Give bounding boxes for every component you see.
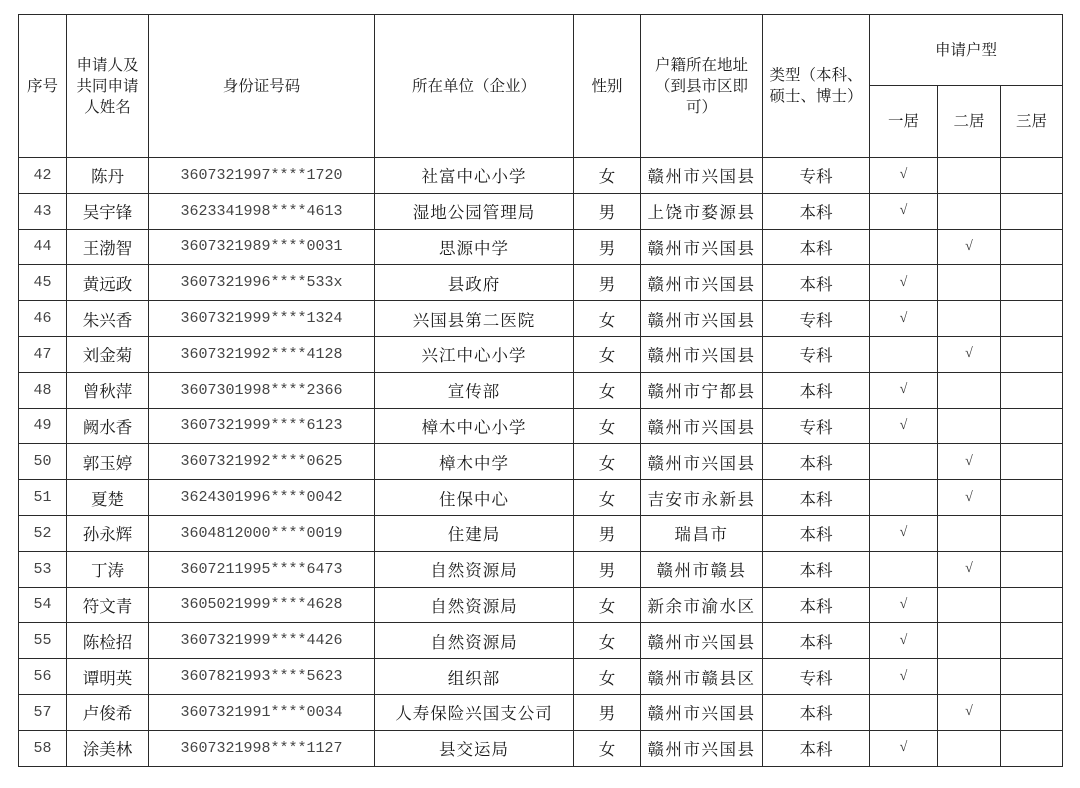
row-index: 52 xyxy=(19,515,67,551)
applicant-name: 吴宇锋 xyxy=(67,193,149,229)
education-type: 本科 xyxy=(763,551,870,587)
row-index: 44 xyxy=(19,229,67,265)
three-bedroom-mark xyxy=(1001,265,1063,301)
gender: 女 xyxy=(574,730,641,766)
two-bedroom-mark xyxy=(938,158,1001,194)
two-bedroom-mark: √ xyxy=(938,551,1001,587)
three-bedroom-mark xyxy=(1001,587,1063,623)
header-degree-line: 类型（本科、 xyxy=(769,67,863,84)
header-work-unit xyxy=(375,15,574,158)
one-bedroom-mark xyxy=(870,551,938,587)
row-index: 47 xyxy=(19,336,67,372)
row-index: 43 xyxy=(19,193,67,229)
applicant-name: 夏楚 xyxy=(67,480,149,516)
two-bedroom-mark: √ xyxy=(938,480,1001,516)
work-unit: 住建局 xyxy=(375,515,574,551)
work-unit: 樟木中心小学 xyxy=(375,408,574,444)
id-number: 3607321989****0031 xyxy=(149,229,375,265)
work-unit: 湿地公园管理局 xyxy=(375,193,574,229)
education-type: 专科 xyxy=(763,659,870,695)
applicant-name: 符文青 xyxy=(67,587,149,623)
work-unit: 县交运局 xyxy=(375,730,574,766)
gender: 女 xyxy=(574,480,641,516)
three-bedroom-mark xyxy=(1001,444,1063,480)
row-index: 51 xyxy=(19,480,67,516)
three-bedroom-mark xyxy=(1001,158,1063,194)
table-row xyxy=(19,623,1063,659)
household-address: 瑞昌市 xyxy=(641,515,763,551)
household-address: 赣州市兴国县 xyxy=(641,301,763,337)
id-number: 3607321997****1720 xyxy=(149,158,375,194)
gender: 男 xyxy=(574,193,641,229)
three-bedroom-mark xyxy=(1001,694,1063,730)
three-bedroom-mark xyxy=(1001,480,1063,516)
id-number: 3607321998****1127 xyxy=(149,730,375,766)
gender: 女 xyxy=(574,659,641,695)
one-bedroom-mark xyxy=(870,694,938,730)
education-type: 本科 xyxy=(763,193,870,229)
header-hukou-line: （到县市区即 xyxy=(654,77,748,95)
row-index: 55 xyxy=(19,623,67,659)
header-two-bedroom: 二居 xyxy=(938,86,1001,158)
row-index: 48 xyxy=(19,372,67,408)
row-index: 54 xyxy=(19,587,67,623)
two-bedroom-mark xyxy=(938,587,1001,623)
gender: 女 xyxy=(574,301,641,337)
gender: 男 xyxy=(574,229,641,265)
three-bedroom-mark xyxy=(1001,659,1063,695)
education-type: 专科 xyxy=(763,158,870,194)
row-index: 45 xyxy=(19,265,67,301)
id-number: 3604812000****0019 xyxy=(149,515,375,551)
id-number: 3607321999****1324 xyxy=(149,301,375,337)
header-household-address xyxy=(641,15,763,158)
header-work-unit-label: 所在单位（企业） xyxy=(411,77,536,95)
gender: 女 xyxy=(574,587,641,623)
three-bedroom-mark xyxy=(1001,193,1063,229)
table-row xyxy=(19,408,1063,444)
table-row xyxy=(19,480,1063,516)
household-address: 赣州市宁都县 xyxy=(641,372,763,408)
applicant-name: 谭明英 xyxy=(67,659,149,695)
gender: 女 xyxy=(574,158,641,194)
household-address: 赣州市兴国县 xyxy=(641,623,763,659)
table-row xyxy=(19,659,1063,695)
applicant-table xyxy=(18,14,1063,767)
work-unit: 人寿保险兴国支公司 xyxy=(375,694,574,730)
one-bedroom-mark: √ xyxy=(870,623,938,659)
header-room-type: 申请户型 xyxy=(870,15,1063,86)
three-bedroom-mark xyxy=(1001,336,1063,372)
three-bedroom-mark xyxy=(1001,730,1063,766)
applicant-name: 黄远政 xyxy=(67,265,149,301)
id-number: 3607321999****6123 xyxy=(149,408,375,444)
table-body xyxy=(19,158,1063,767)
table-row xyxy=(19,730,1063,766)
one-bedroom-mark xyxy=(870,229,938,265)
table-row xyxy=(19,694,1063,730)
two-bedroom-mark xyxy=(938,515,1001,551)
id-number: 3607321992****4128 xyxy=(149,336,375,372)
household-address: 赣州市兴国县 xyxy=(641,158,763,194)
two-bedroom-mark: √ xyxy=(938,229,1001,265)
applicant-name: 卢俊希 xyxy=(67,694,149,730)
table-row xyxy=(19,444,1063,480)
row-index: 56 xyxy=(19,659,67,695)
work-unit: 兴国县第二医院 xyxy=(375,301,574,337)
gender: 男 xyxy=(574,551,641,587)
applicant-name: 曾秋萍 xyxy=(67,372,149,408)
id-number: 3607321999****4426 xyxy=(149,623,375,659)
education-type: 本科 xyxy=(763,623,870,659)
one-bedroom-mark: √ xyxy=(870,730,938,766)
one-bedroom-mark: √ xyxy=(870,158,938,194)
three-bedroom-mark xyxy=(1001,229,1063,265)
household-address: 新余市渝水区 xyxy=(641,587,763,623)
applicant-name: 陈丹 xyxy=(67,158,149,194)
household-address: 赣州市赣县 xyxy=(641,551,763,587)
one-bedroom-mark xyxy=(870,336,938,372)
id-number: 3607321992****0625 xyxy=(149,444,375,480)
table-row xyxy=(19,551,1063,587)
row-index: 58 xyxy=(19,730,67,766)
one-bedroom-mark xyxy=(870,444,938,480)
household-address: 上饶市婺源县 xyxy=(641,193,763,229)
household-address: 赣州市兴国县 xyxy=(641,694,763,730)
household-address: 吉安市永新县 xyxy=(641,480,763,516)
two-bedroom-mark xyxy=(938,301,1001,337)
header-name-line: 人姓名 xyxy=(84,98,131,116)
id-number: 3607301998****2366 xyxy=(149,372,375,408)
work-unit: 自然资源局 xyxy=(375,587,574,623)
education-type: 专科 xyxy=(763,408,870,444)
education-type: 本科 xyxy=(763,730,870,766)
one-bedroom-mark xyxy=(870,480,938,516)
education-type: 本科 xyxy=(763,265,870,301)
work-unit: 社富中心小学 xyxy=(375,158,574,194)
three-bedroom-mark xyxy=(1001,301,1063,337)
table-row xyxy=(19,515,1063,551)
one-bedroom-mark: √ xyxy=(870,193,938,229)
gender: 女 xyxy=(574,372,641,408)
three-bedroom-mark xyxy=(1001,515,1063,551)
header-index xyxy=(19,15,67,158)
education-type: 专科 xyxy=(763,301,870,337)
id-number: 3607321991****0034 xyxy=(149,694,375,730)
header-education-type xyxy=(763,15,870,158)
two-bedroom-mark xyxy=(938,730,1001,766)
row-index: 50 xyxy=(19,444,67,480)
table-row xyxy=(19,336,1063,372)
applicant-name: 王渤智 xyxy=(67,229,149,265)
one-bedroom-mark: √ xyxy=(870,265,938,301)
two-bedroom-mark xyxy=(938,659,1001,695)
header-gender xyxy=(574,15,641,158)
gender: 男 xyxy=(574,694,641,730)
one-bedroom-mark: √ xyxy=(870,372,938,408)
header-row xyxy=(19,15,1063,86)
work-unit: 组织部 xyxy=(375,659,574,695)
gender: 男 xyxy=(574,515,641,551)
household-address: 赣州市赣县区 xyxy=(641,659,763,695)
table-row xyxy=(19,193,1063,229)
education-type: 本科 xyxy=(763,694,870,730)
two-bedroom-mark xyxy=(938,408,1001,444)
header-id-number xyxy=(149,15,375,158)
header-one-bedroom: 一居 xyxy=(870,86,938,158)
one-bedroom-mark: √ xyxy=(870,301,938,337)
header-three-bedroom: 三居 xyxy=(1001,86,1063,158)
gender: 女 xyxy=(574,444,641,480)
table-row xyxy=(19,229,1063,265)
gender: 女 xyxy=(574,336,641,372)
row-index: 57 xyxy=(19,694,67,730)
header-id-number-label: 身份证号码 xyxy=(222,77,301,95)
work-unit: 县政府 xyxy=(375,265,574,301)
table-row xyxy=(19,301,1063,337)
household-address: 赣州市兴国县 xyxy=(641,336,763,372)
two-bedroom-mark xyxy=(938,623,1001,659)
one-bedroom-mark: √ xyxy=(870,408,938,444)
two-bedroom-mark xyxy=(938,265,1001,301)
household-address: 赣州市兴国县 xyxy=(641,265,763,301)
household-address: 赣州市兴国县 xyxy=(641,444,763,480)
table-row xyxy=(19,587,1063,623)
education-type: 本科 xyxy=(763,372,870,408)
header-applicant-name xyxy=(67,15,149,158)
gender: 女 xyxy=(574,623,641,659)
two-bedroom-mark: √ xyxy=(938,444,1001,480)
table-row xyxy=(19,265,1063,301)
education-type: 本科 xyxy=(763,480,870,516)
two-bedroom-mark: √ xyxy=(938,336,1001,372)
applicant-name: 刘金菊 xyxy=(67,336,149,372)
work-unit: 樟木中学 xyxy=(375,444,574,480)
work-unit: 宣传部 xyxy=(375,372,574,408)
table-row xyxy=(19,372,1063,408)
header-name-line: 共同申请 xyxy=(76,77,139,95)
one-bedroom-mark: √ xyxy=(870,587,938,623)
header-hukou-line: 可） xyxy=(685,98,717,116)
one-bedroom-mark: √ xyxy=(870,515,938,551)
header-name-line: 申请人及 xyxy=(76,56,139,74)
two-bedroom-mark xyxy=(938,193,1001,229)
id-number: 3607321996****533x xyxy=(149,265,375,301)
education-type: 本科 xyxy=(763,515,870,551)
one-bedroom-mark: √ xyxy=(870,659,938,695)
two-bedroom-mark xyxy=(938,372,1001,408)
gender: 男 xyxy=(574,265,641,301)
work-unit: 住保中心 xyxy=(375,480,574,516)
work-unit: 兴江中心小学 xyxy=(375,336,574,372)
education-type: 专科 xyxy=(763,336,870,372)
applicant-name: 涂美林 xyxy=(67,730,149,766)
household-address: 赣州市兴国县 xyxy=(641,229,763,265)
work-unit: 自然资源局 xyxy=(375,623,574,659)
three-bedroom-mark xyxy=(1001,623,1063,659)
applicant-name: 丁涛 xyxy=(67,551,149,587)
applicant-name: 阙水香 xyxy=(67,408,149,444)
row-index: 49 xyxy=(19,408,67,444)
row-index: 53 xyxy=(19,551,67,587)
id-number: 3605021999****4628 xyxy=(149,587,375,623)
gender: 女 xyxy=(574,408,641,444)
education-type: 本科 xyxy=(763,229,870,265)
applicant-name: 郭玉婷 xyxy=(67,444,149,480)
row-index: 46 xyxy=(19,301,67,337)
education-type: 本科 xyxy=(763,587,870,623)
applicant-name: 陈检招 xyxy=(67,623,149,659)
row-index: 42 xyxy=(19,158,67,194)
three-bedroom-mark xyxy=(1001,372,1063,408)
work-unit: 自然资源局 xyxy=(375,551,574,587)
household-address: 赣州市兴国县 xyxy=(641,408,763,444)
id-number: 3607211995****6473 xyxy=(149,551,375,587)
id-number: 3607821993****5623 xyxy=(149,659,375,695)
work-unit: 思源中学 xyxy=(375,229,574,265)
applicant-name: 朱兴香 xyxy=(67,301,149,337)
id-number: 3624301996****0042 xyxy=(149,480,375,516)
three-bedroom-mark xyxy=(1001,551,1063,587)
three-bedroom-mark xyxy=(1001,408,1063,444)
table-row xyxy=(19,158,1063,194)
household-address: 赣州市兴国县 xyxy=(641,730,763,766)
header-index-label: 序号 xyxy=(26,77,58,95)
education-type: 本科 xyxy=(763,444,870,480)
two-bedroom-mark: √ xyxy=(938,694,1001,730)
id-number: 3623341998****4613 xyxy=(149,193,375,229)
header-hukou-line: 户籍所在地址 xyxy=(654,56,748,74)
header-degree-line: 硕士、博士） xyxy=(769,88,863,105)
applicant-name: 孙永辉 xyxy=(67,515,149,551)
header-gender-label: 性别 xyxy=(591,77,623,95)
